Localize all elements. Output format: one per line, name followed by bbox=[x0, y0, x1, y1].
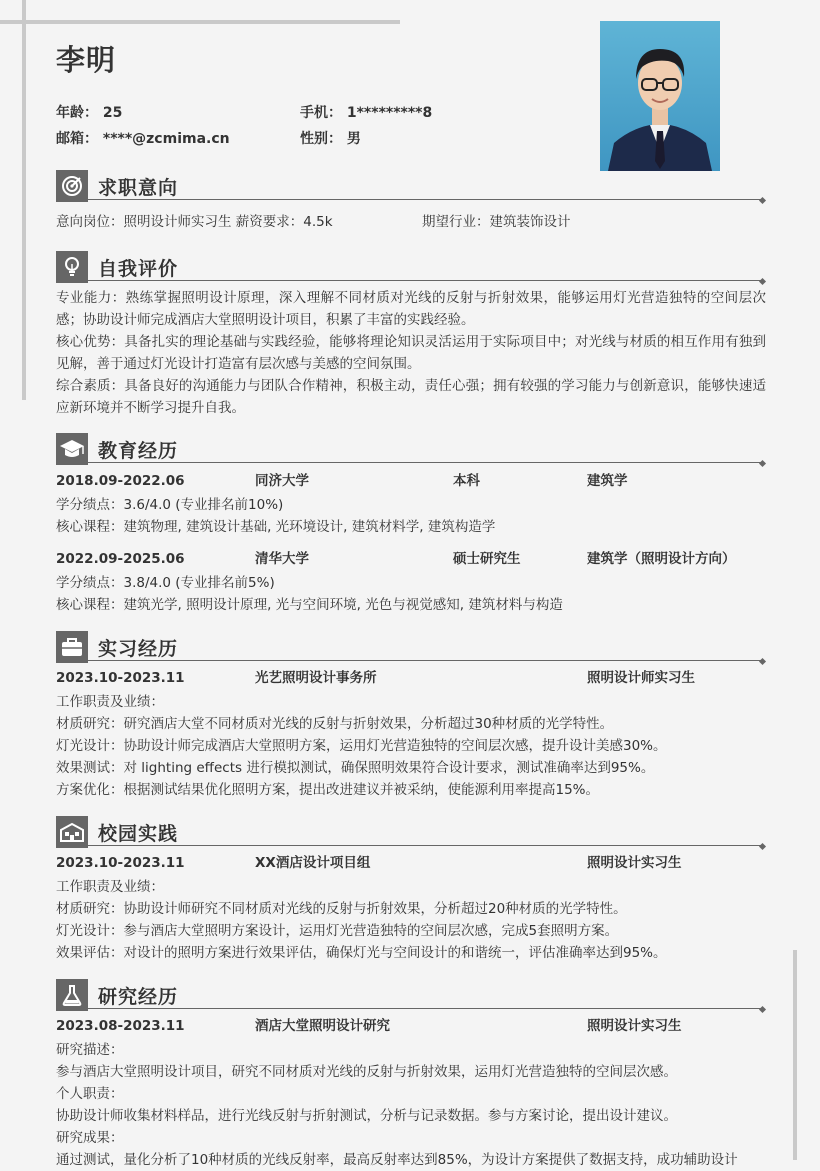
research-org: 酒店大堂照明设计研究 bbox=[255, 1018, 390, 1034]
edu-gpa: 学分绩点：3.8/4.0 (专业排名前5%) bbox=[56, 575, 275, 591]
research-role: 照明设计实习生 bbox=[587, 1018, 682, 1034]
section-header-research bbox=[56, 979, 765, 1011]
section-divider bbox=[88, 660, 761, 661]
campus-org: XX酒店设计项目组 bbox=[255, 855, 371, 871]
edu-degree: 硕士研究生 bbox=[453, 551, 521, 567]
edu-school: 清华大学 bbox=[255, 551, 309, 567]
graduation-cap-icon bbox=[56, 433, 88, 465]
edu-date: 2022.09-2025.06 bbox=[56, 551, 185, 567]
section-divider bbox=[88, 280, 761, 281]
divider-diamond bbox=[759, 843, 766, 850]
section-title: 求职意向 bbox=[98, 177, 179, 199]
research-line: 研究成果： bbox=[56, 1130, 124, 1146]
campus-line: 工作职责及业绩： bbox=[56, 879, 164, 895]
divider-diamond bbox=[759, 658, 766, 665]
divider-diamond bbox=[759, 460, 766, 467]
lightbulb-icon bbox=[56, 251, 88, 283]
internship-line: 材质研究：研究酒店大堂不同材质对光线的反射与折射效果，分析超过30种材质的光学特性。 bbox=[56, 716, 614, 732]
edu-courses: 核心课程：建筑物理, 建筑设计基础, 光环境设计, 建筑材料学, 建筑构造学 bbox=[56, 519, 496, 535]
internship-line: 方案优化：根据测试结果优化照明方案，提出改进建议并被采纳，使能源利用率提高15%。 bbox=[56, 782, 600, 798]
decorative-vertical-bar bbox=[22, 0, 26, 400]
section-title: 教育经历 bbox=[98, 440, 179, 462]
research-line: 通过测试，量化分析了10种材质的光线反射率，最高反射率达到85%，为设计方案提供了数据支持，成功辅助设计 bbox=[56, 1152, 738, 1168]
internship-date: 2023.10-2023.11 bbox=[56, 670, 185, 686]
flask-icon bbox=[56, 979, 88, 1011]
section-title: 实习经历 bbox=[98, 638, 179, 660]
section-header-education bbox=[56, 433, 765, 465]
self-eval-qualities: 综合素质：具备良好的沟通能力与团队合作精神，积极主动，责任心强；拥有较强的学习能力与创新意识，能够快速适应新环境并不断学习提升自我。 bbox=[56, 378, 766, 416]
internship-line: 灯光设计：协助设计师完成酒店大堂照明方案，运用灯光营造独特的空间层次感，提升设计美感30%。 bbox=[56, 738, 667, 754]
section-title: 研究经历 bbox=[98, 986, 179, 1008]
internship-line: 效果测试：对 lighting effects 进行模拟测试，确保照明效果符合设计要求，测试准确率达到95%。 bbox=[56, 760, 655, 776]
campus-date: 2023.10-2023.11 bbox=[56, 855, 185, 871]
research-line: 协助设计师收集材料样品，进行光线反射与折射测试，分析与记录数据。参与方案讨论，提出设计建议。 bbox=[56, 1108, 677, 1124]
edu-major: 建筑学 bbox=[587, 473, 628, 489]
research-line: 参与酒店大堂照明设计项目，研究不同材质对光线的反射与折射效果，运用灯光营造独特的空间层次感。 bbox=[56, 1064, 677, 1080]
edu-date: 2018.09-2022.06 bbox=[56, 473, 185, 489]
divider-diamond bbox=[759, 1006, 766, 1013]
section-divider bbox=[88, 1008, 761, 1009]
section-divider bbox=[88, 845, 761, 846]
divider-diamond bbox=[759, 278, 766, 285]
campus-line: 材质研究：协助设计师研究不同材质对光线的反射与折射效果，分析超过20种材质的光学特性。 bbox=[56, 901, 627, 917]
research-line: 研究描述： bbox=[56, 1042, 124, 1058]
section-divider bbox=[88, 199, 761, 200]
edu-school: 同济大学 bbox=[255, 473, 309, 489]
intended-position-salary: 意向岗位：照明设计师实习生 薪资要求：4.5k bbox=[56, 214, 333, 230]
briefcase-icon bbox=[56, 631, 88, 663]
edu-degree: 本科 bbox=[453, 473, 480, 489]
decorative-right-bar bbox=[793, 950, 797, 1160]
candidate-name: 李明 bbox=[56, 43, 117, 77]
internship-line: 工作职责及业绩： bbox=[56, 694, 164, 710]
age-info: 年龄： 25 bbox=[56, 105, 123, 121]
self-eval-professional: 专业能力：熟练掌握照明设计原理，深入理解不同材质对光线的反射与折射效果，能够运用灯光营造独特的空间层次感；协助设计师完成酒店大堂照明设计项目，积累了丰富的实践经验。 bbox=[56, 290, 766, 328]
campus-building-icon bbox=[56, 816, 88, 848]
section-header-campus-practice bbox=[56, 816, 765, 848]
self-eval-advantages: 核心优势：具备扎实的理论基础与实践经验，能够将理论知识灵活运用于实际项目中；对光线与材质的相互作用有独到见解，善于通过灯光设计打造富有层次感与美感的空间氛围。 bbox=[56, 334, 766, 372]
section-header-job-intention bbox=[56, 170, 765, 202]
section-header-self-evaluation bbox=[56, 251, 765, 283]
research-date: 2023.08-2023.11 bbox=[56, 1018, 185, 1034]
profile-photo bbox=[600, 21, 720, 171]
internship-role: 照明设计师实习生 bbox=[587, 670, 695, 686]
research-line: 个人职责： bbox=[56, 1086, 124, 1102]
section-header-internship bbox=[56, 631, 765, 663]
section-divider bbox=[88, 462, 761, 463]
edu-gpa: 学分绩点：3.6/4.0 (专业排名前10%) bbox=[56, 497, 284, 513]
gender-info: 性别： 男 bbox=[300, 131, 361, 147]
decorative-horizontal-bar bbox=[0, 20, 400, 24]
section-title: 校园实践 bbox=[98, 823, 179, 845]
campus-role: 照明设计实习生 bbox=[587, 855, 682, 871]
edu-major: 建筑学（照明设计方向） bbox=[587, 551, 736, 567]
phone-info: 手机： 1*********8 bbox=[300, 105, 433, 121]
section-title: 自我评价 bbox=[98, 258, 179, 280]
campus-line: 效果评估：对设计的照明方案进行效果评估，确保灯光与空间设计的和谐统一，评估准确率达到95%。 bbox=[56, 945, 667, 961]
campus-line: 灯光设计：参与酒店大堂照明方案设计，运用灯光营造独特的空间层次感，完成5套照明方案。 bbox=[56, 923, 619, 939]
internship-org: 光艺照明设计事务所 bbox=[255, 670, 377, 686]
email-info: 邮箱： ****@zcmima.cn bbox=[56, 131, 230, 147]
divider-diamond bbox=[759, 197, 766, 204]
expected-industry: 期望行业：建筑装饰设计 bbox=[422, 214, 571, 230]
edu-courses: 核心课程：建筑光学, 照明设计原理, 光与空间环境, 光色与视觉感知, 建筑材料与构造 bbox=[56, 597, 563, 613]
target-icon bbox=[56, 170, 88, 202]
